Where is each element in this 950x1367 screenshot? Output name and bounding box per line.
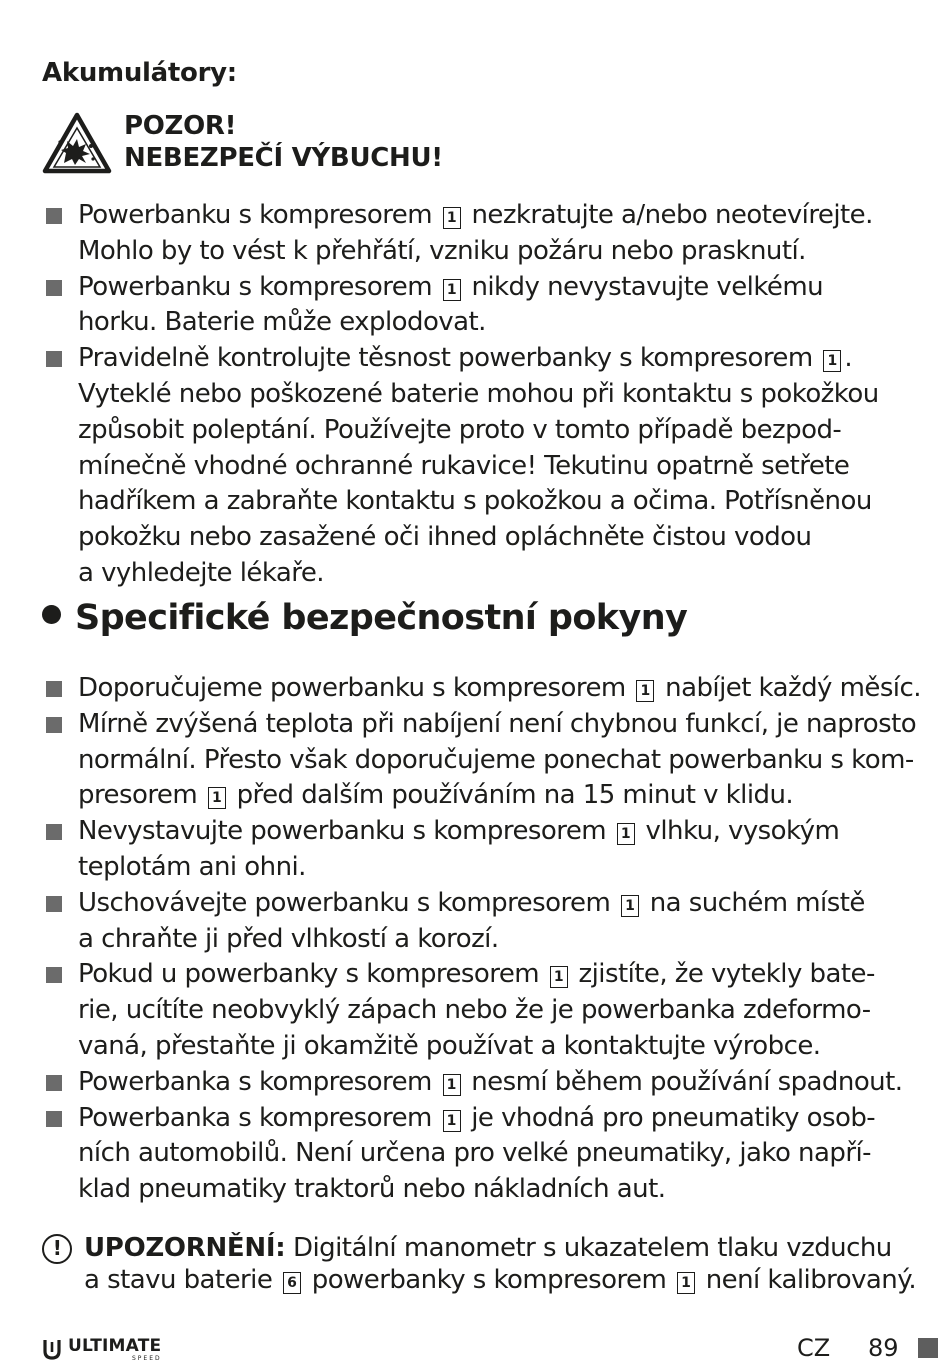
part-reference-badge: 6 xyxy=(283,1272,301,1294)
part-reference-badge: 1 xyxy=(677,1272,695,1294)
part-reference-badge: 1 xyxy=(621,895,639,917)
notice-text: není kalibrovaný. xyxy=(705,1265,917,1295)
part-reference-badge: 1 xyxy=(208,787,226,809)
item-text: Nevystavujte powerbanku s kompresorem xyxy=(78,816,607,847)
part-reference-badge: 1 xyxy=(617,823,635,845)
list-item xyxy=(42,198,912,270)
item-text: hadříkem a zabraňte kontaktu s pokožkou a očima. Potřísněnou xyxy=(78,486,872,517)
item-text: Mírně zvýšená teplota při nabíjení není chybnou funkcí, je naprosto xyxy=(78,708,917,739)
safety-instructions-list xyxy=(42,671,921,1208)
brand-name: ULTIMATE xyxy=(68,1336,162,1356)
brand-mark-icon xyxy=(42,1338,62,1360)
bullet-square-icon xyxy=(46,208,62,224)
item-text: nikdy nevystavujte velkému xyxy=(471,271,824,302)
language-code: CZ xyxy=(797,1334,831,1362)
notice-block xyxy=(42,1232,922,1296)
item-text: Pokud u powerbanky s kompresorem xyxy=(78,959,540,990)
part-reference-badge: 1 xyxy=(443,1110,461,1132)
item-text: Uschovávejte powerbanku s kompresorem xyxy=(78,887,611,918)
item-text: rie, ucítíte neobvyklý zápach nebo že je powerbanka zdeformo- xyxy=(78,995,871,1026)
warning-line-2: NEBEZPEČÍ VÝBUCHU! xyxy=(124,143,443,173)
battery-warnings-list xyxy=(42,198,912,592)
item-text: pokožku nebo zasažené oči ihned opláchněte čistou vodou xyxy=(78,522,812,553)
item-text: nesmí během používání spadnout. xyxy=(471,1066,903,1097)
item-text: zjistíte, že vytekly bate- xyxy=(578,959,875,990)
item-text: Doporučujeme powerbanku s kompresorem xyxy=(78,673,626,703)
bullet-dot-icon xyxy=(42,605,61,624)
section-heading xyxy=(42,598,687,638)
exclamation-circle-icon: ! xyxy=(42,1234,72,1264)
item-text: horku. Baterie může explodovat. xyxy=(78,307,486,338)
item-text: Vyteklé nebo poškozené baterie mohou při kontaktu s pokožkou xyxy=(78,378,879,409)
part-reference-badge: 1 xyxy=(443,207,461,229)
bullet-square-icon xyxy=(46,896,62,912)
item-text: je vhodná pro pneumatiky osob- xyxy=(471,1102,876,1133)
part-reference-badge: 1 xyxy=(636,680,654,702)
notice-text: a stavu baterie xyxy=(84,1265,273,1295)
item-text: vaná, přestaňte ji okamžitě používat a kontaktujte výrobce. xyxy=(78,1030,821,1061)
item-text: mínečně vhodné ochranné rukavice! Tekutinu opatrně setřete xyxy=(78,450,850,481)
bullet-square-icon xyxy=(46,280,62,296)
item-text: Powerbanka s kompresorem xyxy=(78,1066,432,1097)
item-text: a vyhledejte lékaře. xyxy=(78,557,324,588)
list-item xyxy=(42,707,917,814)
item-text: před dalším používáním na 15 minut v klidu. xyxy=(236,780,794,811)
explosion-hazard-icon xyxy=(42,112,112,174)
list-item xyxy=(42,1065,912,1101)
bullet-square-icon xyxy=(46,824,62,840)
item-text: ních automobilů. Není určena pro velké pneumatiky, jako napří- xyxy=(78,1138,871,1169)
notice-text: powerbanky s kompresorem xyxy=(311,1265,667,1295)
item-text: nabíjet každý měsíc. xyxy=(665,673,921,703)
heading-text: Specifické bezpečnostní pokyny xyxy=(75,598,688,638)
bullet-square-icon xyxy=(46,717,62,733)
part-reference-badge: 1 xyxy=(550,966,568,988)
notice-text: Digitální manometr s ukazatelem tlaku vzduchu xyxy=(293,1233,892,1263)
item-text: způsobit poleptání. Používejte proto v tomto případě bezpod- xyxy=(78,414,842,445)
page-number: 89 xyxy=(868,1334,899,1362)
list-item xyxy=(42,1101,912,1208)
item-text: Powerbanku s kompresorem xyxy=(78,271,433,302)
bullet-square-icon xyxy=(46,681,62,697)
item-text: Powerbanka s kompresorem xyxy=(78,1102,432,1133)
item-text: vlhku, vysokým xyxy=(645,816,840,847)
part-reference-badge: 1 xyxy=(443,279,461,301)
bullet-square-icon xyxy=(46,1111,62,1127)
item-text: Pravidelně kontrolujte těsnost powerbanky s kompresorem xyxy=(78,343,813,374)
item-text: Mohlo by to vést k přehřátí, vzniku požáru nebo prasknutí. xyxy=(78,235,806,266)
part-reference-badge: 1 xyxy=(823,350,841,372)
item-text: presorem xyxy=(78,780,198,811)
section-title: Akumulátory: xyxy=(42,58,237,88)
item-text: normální. Přesto však doporučujeme ponechat powerbanku s kom- xyxy=(78,744,914,775)
item-text: a chraňte ji před vlhkostí a korozí. xyxy=(78,923,499,954)
list-item xyxy=(42,341,912,592)
item-text: Powerbanku s kompresorem xyxy=(78,200,433,230)
page-marker-square xyxy=(918,1338,938,1358)
page-footer xyxy=(0,1328,950,1367)
item-text: teplotám ani ohni. xyxy=(78,851,306,882)
bullet-square-icon xyxy=(46,1075,62,1091)
item-text: nezkratujte a/nebo neotevírejte. xyxy=(471,200,873,230)
list-item xyxy=(42,270,912,342)
bullet-square-icon xyxy=(46,351,62,367)
item-text: . xyxy=(844,343,853,374)
brand-subtitle: SPEED xyxy=(132,1355,162,1362)
list-item xyxy=(42,671,921,707)
part-reference-badge: 1 xyxy=(443,1074,461,1096)
warning-line-1: POZOR! xyxy=(124,111,237,141)
bullet-square-icon xyxy=(46,967,62,983)
item-text: na suchém místě xyxy=(649,887,865,918)
list-item xyxy=(42,814,912,886)
list-item xyxy=(42,957,912,1064)
list-item xyxy=(42,886,912,958)
warning-text xyxy=(124,110,443,174)
notice-label: UPOZORNĚNÍ: xyxy=(84,1233,286,1263)
item-text: klad pneumatiky traktorů nebo nákladních aut. xyxy=(78,1174,666,1205)
